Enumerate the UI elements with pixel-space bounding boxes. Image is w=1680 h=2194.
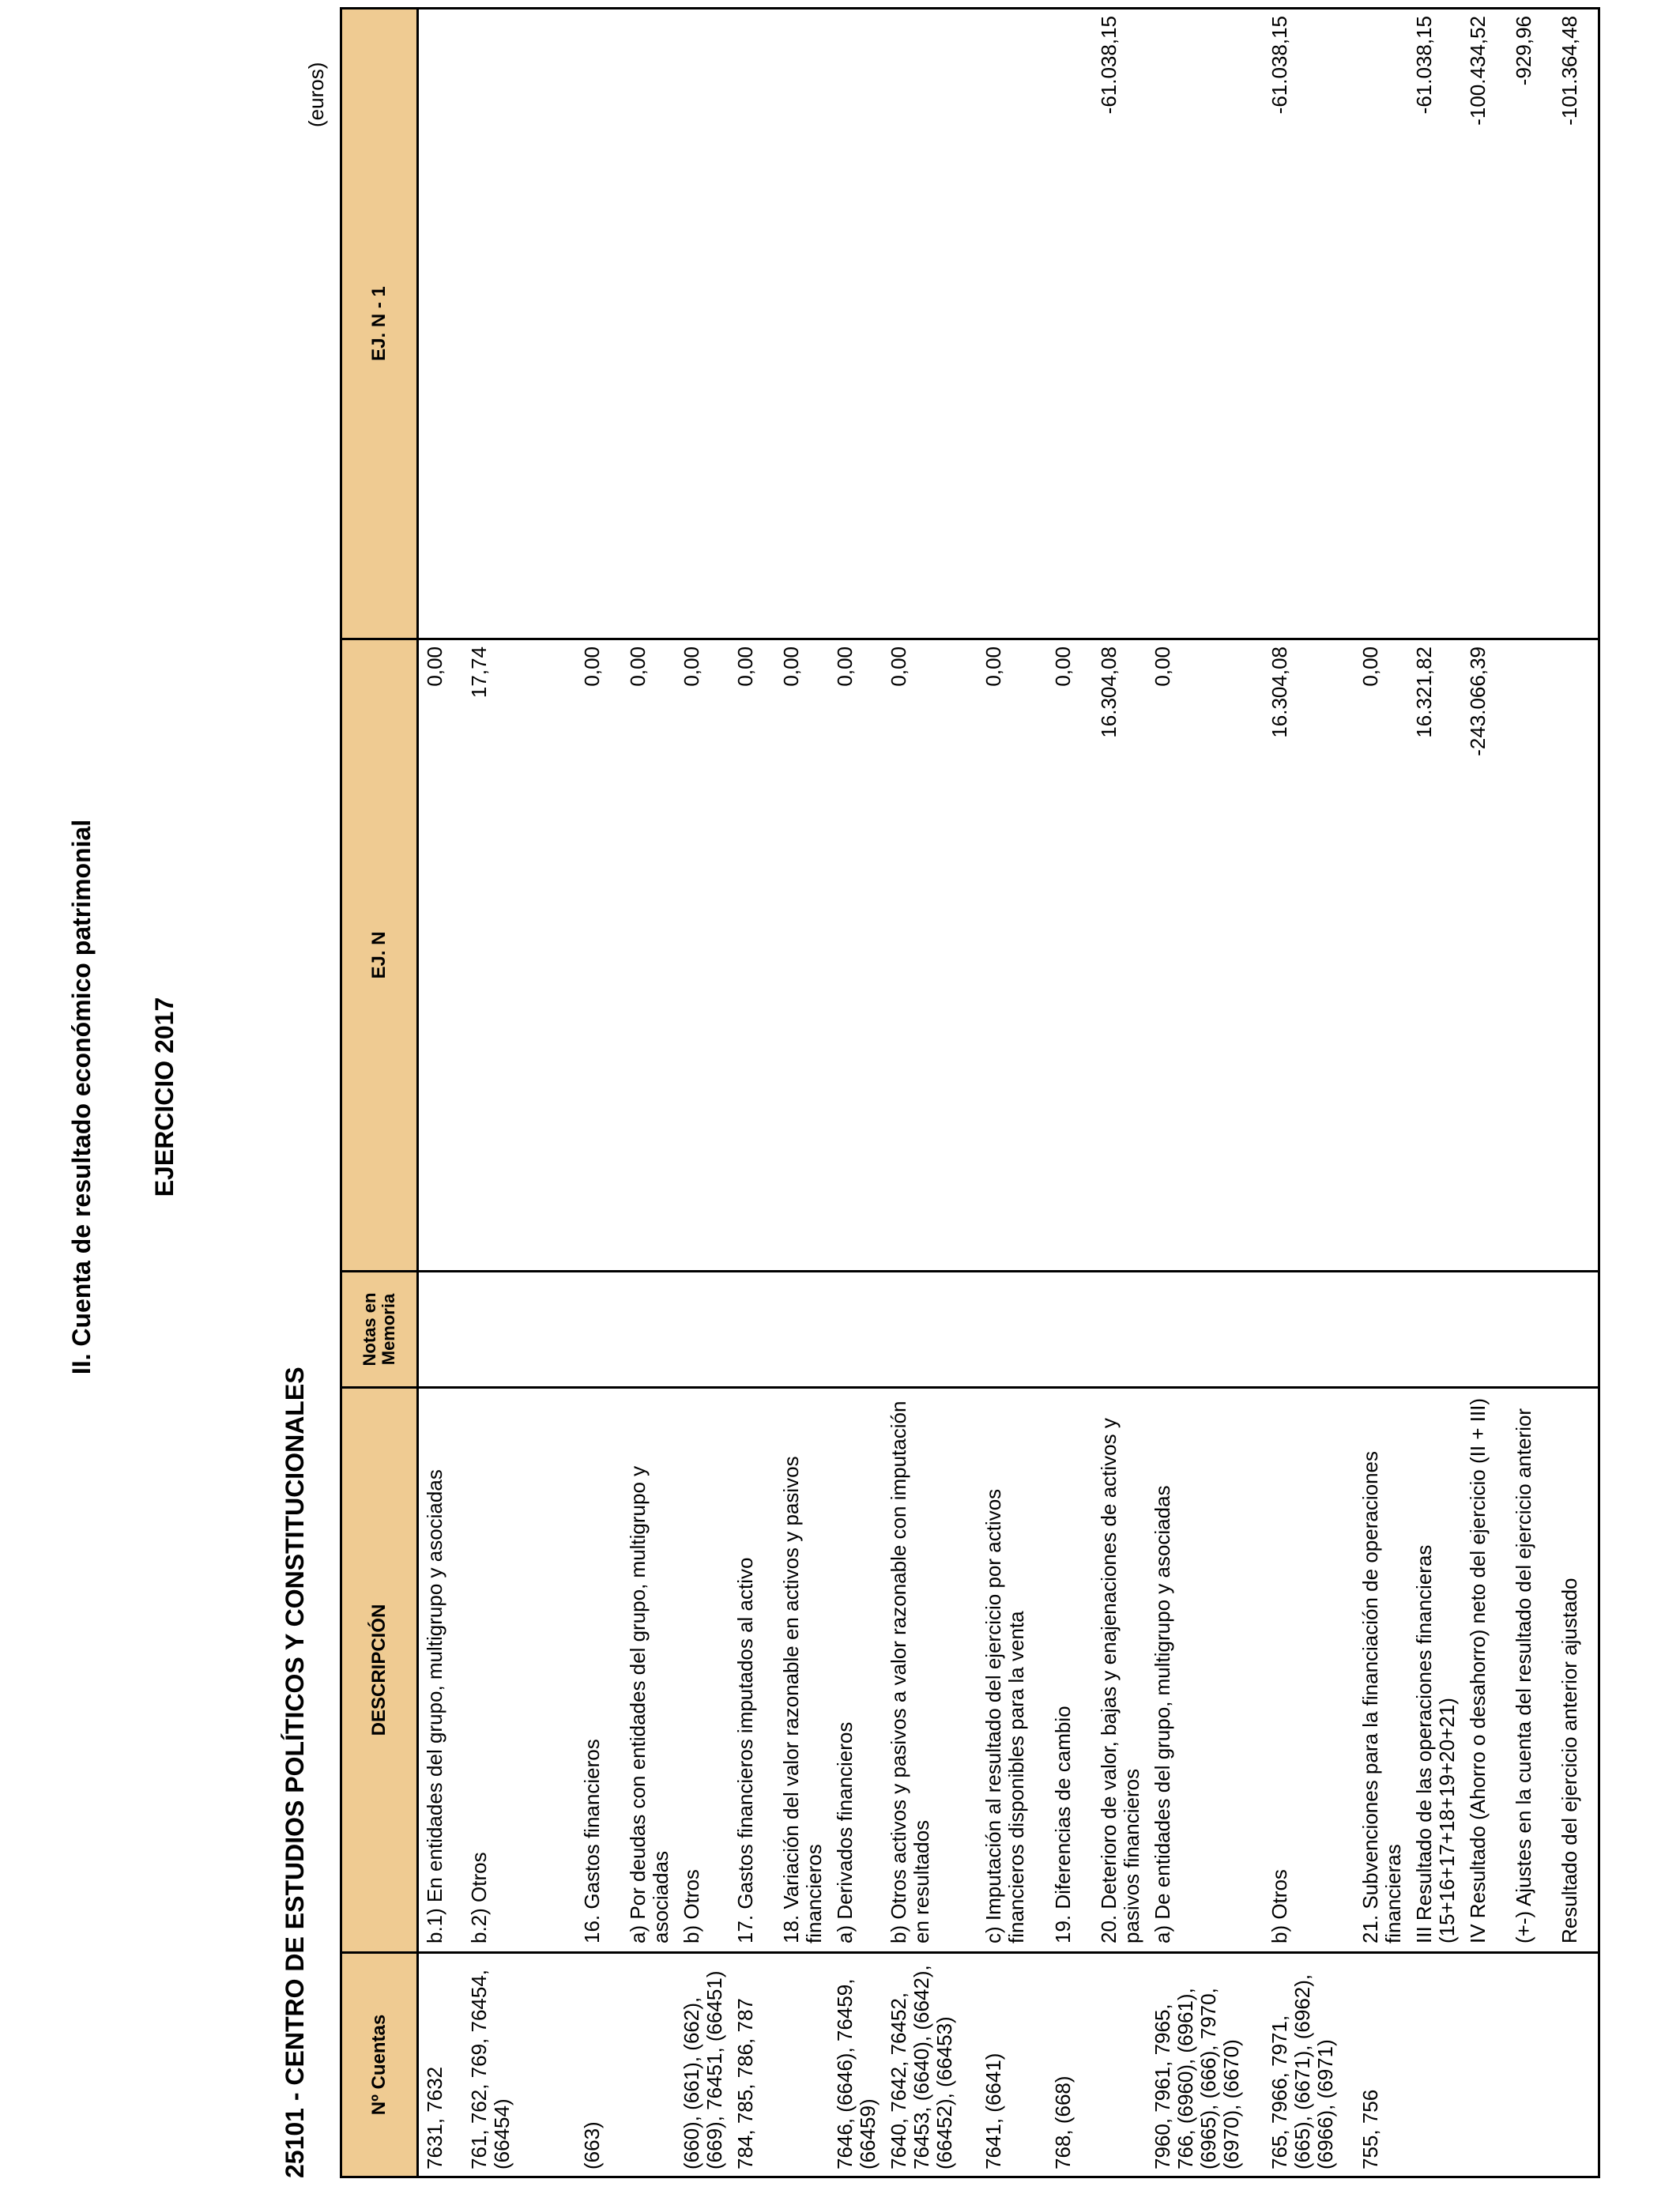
cell-notes [418, 1272, 463, 1388]
cell-current-year: 16.304,08 [1093, 639, 1147, 1272]
table-row [1047, 9, 1093, 2177]
cell-current-year: 0,00 [576, 639, 622, 1272]
organization-title: 25101 - CENTRO DE ESTUDIOS POLÍTICOS Y CONSTITUCIONALES [281, 1367, 309, 2178]
cell-accounts: 755, 756 [1354, 1953, 1408, 2177]
cell-notes [1462, 1272, 1508, 1388]
cell-notes [1047, 1272, 1093, 1388]
cell-notes [1093, 1272, 1147, 1388]
currency-unit: (euros) [304, 62, 328, 127]
cell-accounts: 7640, 7642, 76452, 76453, (6640), (6642), (66452), (66453) [883, 1953, 977, 2177]
cell-notes [576, 1272, 622, 1388]
cell-description: 18. Variación del valor razonable en activos y pasivos financieros [775, 1388, 829, 1953]
cell-description: b) Otros [676, 1388, 729, 1953]
cell-notes [775, 1272, 829, 1388]
cell-notes [1508, 1272, 1554, 1388]
table-row [676, 9, 729, 2177]
report-title: II. Cuenta de resultado económico patrimonial [67, 819, 96, 1375]
cell-current-year: 0,00 [829, 639, 883, 1272]
table-row [1508, 9, 1554, 2177]
cell-description: (+-) Ajustes en la cuenta del resultado del ejercicio anterior [1508, 1388, 1554, 1953]
header-current-year: EJ. N [341, 639, 418, 1272]
cell-accounts [775, 1953, 829, 2177]
cell-previous-year [418, 9, 463, 639]
cell-description: IV Resultado (Ahorro o desahorro) neto del ejercicio (II + III) [1462, 1388, 1508, 1953]
cell-previous-year [829, 9, 883, 639]
cell-previous-year [622, 9, 676, 639]
cell-notes [729, 1272, 775, 1388]
cell-accounts [1462, 1953, 1508, 2177]
table-row [977, 9, 1047, 2177]
cell-notes [463, 1272, 530, 1388]
header-description: DESCRIPCIÓN [341, 1388, 418, 1953]
cell-accounts [1554, 1953, 1599, 2177]
cell-accounts [622, 1953, 676, 2177]
cell-description: a) Derivados financieros [829, 1388, 883, 1953]
cell-accounts [530, 1953, 576, 2177]
cell-accounts: 7631, 7632 [418, 1953, 463, 2177]
cell-notes [622, 1272, 676, 1388]
cell-previous-year [576, 9, 622, 639]
cell-current-year: 0,00 [418, 639, 463, 1272]
cell-description: a) Por deudas con entidades del grupo, multigrupo y asociadas [622, 1388, 676, 1953]
cell-description: 17. Gastos financieros imputados al activo [729, 1388, 775, 1953]
cell-previous-year [1047, 9, 1093, 639]
cell-notes [1554, 1272, 1599, 1388]
cell-previous-year [1354, 9, 1408, 639]
cell-description: 16. Gastos financieros [576, 1388, 622, 1953]
table-row [418, 9, 463, 2177]
header-accounts: Nº Cuentas [341, 1953, 418, 2177]
cell-description: b.2) Otros [463, 1388, 530, 1953]
table-row [1462, 9, 1508, 2177]
table-body [418, 9, 1599, 2177]
cell-description: 21. Subvenciones para la financiación de operaciones financieras [1354, 1388, 1408, 1953]
cell-accounts: 761, 762, 769, 76454, (66454) [463, 1953, 530, 2177]
cell-accounts: (663) [576, 1953, 622, 2177]
cell-previous-year: -61.038,15 [1408, 9, 1462, 639]
cell-current-year: 0,00 [1147, 639, 1264, 1272]
cell-previous-year [729, 9, 775, 639]
cell-description: 19. Diferencias de cambio [1047, 1388, 1093, 1953]
table-row [1264, 9, 1354, 2177]
cell-current-year: 17,74 [463, 639, 530, 1272]
cell-description: b) Otros activos y pasivos a valor razonable con imputación en resultados [883, 1388, 977, 1953]
cell-description: a) De entidades del grupo, multigrupo y asociadas [1147, 1388, 1264, 1953]
table-row [576, 9, 622, 2177]
cell-current-year: 0,00 [1047, 639, 1093, 1272]
cell-description: b.1) En entidades del grupo, multigrupo y asociadas [418, 1388, 463, 1953]
table-row [1147, 9, 1264, 2177]
cell-previous-year [530, 9, 576, 639]
results-table [340, 7, 1600, 2178]
report-subtitle: EJERCICIO 2017 [150, 997, 179, 1197]
cell-accounts [1093, 1953, 1147, 2177]
cell-accounts: 784, 785, 786, 787 [729, 1953, 775, 2177]
cell-previous-year: -100.434,52 [1462, 9, 1508, 639]
cell-previous-year [676, 9, 729, 639]
cell-current-year: 0,00 [1354, 639, 1408, 1272]
cell-current-year: 0,00 [622, 639, 676, 1272]
cell-current-year: 0,00 [977, 639, 1047, 1272]
table-row [775, 9, 829, 2177]
cell-description: c) Imputación al resultado del ejercicio por activos financieros disponibles para la venta [977, 1388, 1047, 1953]
cell-accounts: 768, (668) [1047, 1953, 1093, 2177]
cell-previous-year [463, 9, 530, 639]
cell-accounts [1408, 1953, 1462, 2177]
cell-accounts: 7641, (6641) [977, 1953, 1047, 2177]
cell-previous-year: -929,96 [1508, 9, 1554, 639]
cell-description: b) Otros [1264, 1388, 1354, 1953]
table-row [883, 9, 977, 2177]
cell-accounts: 7960, 7961, 7965, 766, (6960), (6961), (6965), (666), 7970, (6970), (6670) [1147, 1953, 1264, 2177]
cell-accounts [1508, 1953, 1554, 2177]
table-row [463, 9, 530, 2177]
table-row [530, 9, 576, 2177]
cell-notes [676, 1272, 729, 1388]
cell-current-year: 0,00 [676, 639, 729, 1272]
cell-previous-year: -101.364,48 [1554, 9, 1599, 639]
cell-notes [1147, 1272, 1264, 1388]
table-row [1354, 9, 1408, 2177]
cell-accounts: 765, 7966, 7971, (665), (6671), (6962), (6966), (6971) [1264, 1953, 1354, 2177]
cell-description: 20. Deterioro de valor, bajas y enajenaciones de activos y pasivos financieros [1093, 1388, 1147, 1953]
table-row [829, 9, 883, 2177]
table-row [1408, 9, 1462, 2177]
table-row [1554, 9, 1599, 2177]
cell-current-year: 16.304,08 [1264, 639, 1354, 1272]
header-notes: Notas en Memoria [341, 1272, 418, 1388]
table-row [622, 9, 676, 2177]
cell-description: III Resultado de las operaciones financieras (15+16+17+18+19+20+21) [1408, 1388, 1462, 1953]
cell-current-year [1554, 639, 1599, 1272]
cell-current-year: -243.066,39 [1462, 639, 1508, 1272]
cell-current-year: 0,00 [883, 639, 977, 1272]
table-header-row [341, 9, 418, 2177]
cell-description [530, 1388, 576, 1953]
cell-previous-year [1147, 9, 1264, 639]
cell-previous-year [883, 9, 977, 639]
table-row [1093, 9, 1147, 2177]
cell-previous-year [977, 9, 1047, 639]
cell-previous-year: -61.038,15 [1264, 9, 1354, 639]
cell-notes [1264, 1272, 1354, 1388]
cell-notes [1408, 1272, 1462, 1388]
cell-notes [829, 1272, 883, 1388]
cell-current-year [530, 639, 576, 1272]
cell-description: Resultado del ejercicio anterior ajustado [1554, 1388, 1599, 1953]
cell-accounts: (660), (661), (662), (669), 76451, (66451) [676, 1953, 729, 2177]
cell-accounts: 7646, (6646), 76459, (66459) [829, 1953, 883, 2177]
table-row [729, 9, 775, 2177]
cell-previous-year: -61.038,15 [1093, 9, 1147, 639]
cell-current-year [1508, 639, 1554, 1272]
cell-current-year: 16.321,82 [1408, 639, 1462, 1272]
cell-notes [977, 1272, 1047, 1388]
cell-notes [1354, 1272, 1408, 1388]
cell-current-year: 0,00 [729, 639, 775, 1272]
header-previous-year: EJ. N - 1 [341, 9, 418, 639]
cell-previous-year [775, 9, 829, 639]
cell-notes [530, 1272, 576, 1388]
cell-current-year: 0,00 [775, 639, 829, 1272]
cell-notes [883, 1272, 977, 1388]
